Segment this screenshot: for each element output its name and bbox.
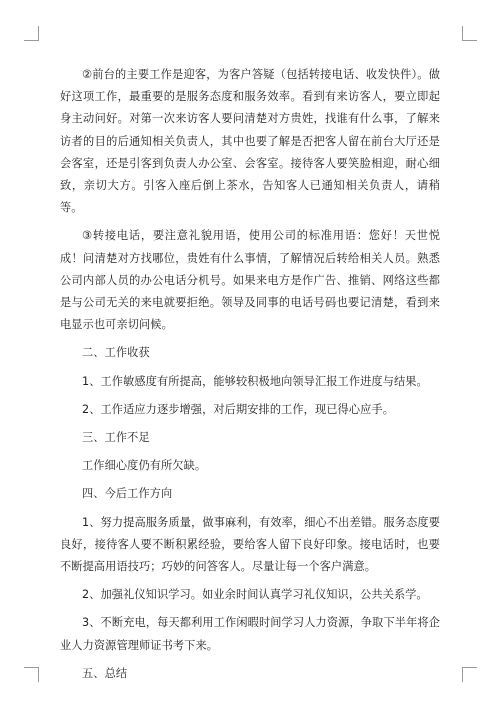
paragraph-gain-2: 2、工作适应力逐步增强，对后期安排的工作，现已得心应手。 xyxy=(82,402,394,416)
paragraph-direction-3: 3、不断充电，每天都利用工作闲暇时间学习人力资源，争取下半年将企业人力资源管理师证书考下来。 xyxy=(60,616,440,652)
paragraph-reception-duties: ②前台的主要工作是迎客，为客户答疑（包括转接电话、收发快件）。做好这项工作，最重要的是服务态度和服务效率。看到有来访客人，要立即起身主动问好。对第一次来访客人要问清楚对方贵姓，找谁有什么事，了解来访者的目的后通知相关负责人，其中也要了解是否把客人留在前台大厅还是会客室，还是引客到负责人办公室、会客室。接待客人要笑脸相迎，耐心细致，亲切大方。引客入座后倒上茶水，告知客人已通知相关负责人，请稍等。 xyxy=(60,68,440,215)
crop-mark-top-left xyxy=(24,26,39,41)
section-heading-shortcomings: 三、工作不足 xyxy=(82,431,150,445)
paragraph-direction-1: 1、努力提高服务质量，做事麻利，有效率，细心不出差错。服务态度要良好，接待客人要不断积累经验，要给客人留下良好印象。接电话时，也要不断提高用语技巧；巧妙的问答客人。尽量让每一个客户满意。 xyxy=(60,515,440,574)
paragraph-shortcoming: 工作细心度仍有所欠缺。 xyxy=(82,459,207,473)
section-heading-summary: 五、总结 xyxy=(82,666,128,680)
paragraph-gain-1: 1、工作敏感度有所提高，能够较积极地向领导汇报工作进度与结果。 xyxy=(82,374,428,388)
paragraph-direction-2: 2、加强礼仪知识学习。如业余时间认真学习礼仪知识，公共关系学。 xyxy=(82,588,428,602)
section-heading-direction: 四、今后工作方向 xyxy=(82,487,173,501)
paragraph-phone-transfer: ③转接电话，要注意礼貌用语，使用公司的标准用语：您好！天世悦成！问清楚对方找哪位，贵姓有什么事情，了解情况后转给相关人员。熟悉公司内部人员的办公电话分机号。如果来电方是作广告、推销、网络这些都是与公司无关的来电就要拒绝。领导及同事的电话号码也要记清楚，看到来电显示也可亲切问候。 xyxy=(60,229,440,332)
document-body xyxy=(60,64,440,691)
section-heading-gains: 二、工作收获 xyxy=(82,346,150,360)
crop-mark-bottom-left xyxy=(24,667,39,682)
crop-mark-bottom-right xyxy=(462,667,477,682)
crop-mark-top-right xyxy=(462,26,477,41)
